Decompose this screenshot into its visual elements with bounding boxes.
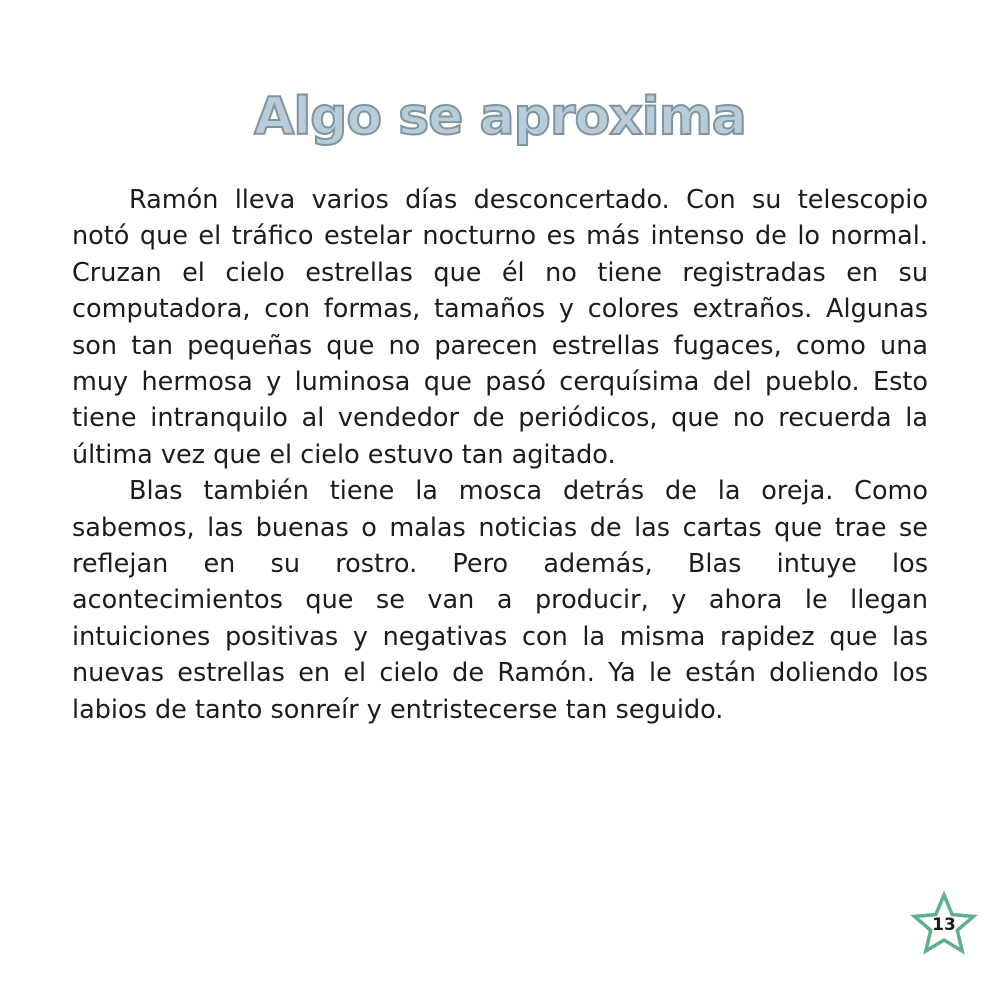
page-title: Algo se aproxima [254, 87, 746, 147]
page-number-badge [910, 890, 978, 958]
paragraph-1: Ramón lleva varios días desconcertado. Con su telescopio notó que el tráfico estelar nocturno es más intenso de lo normal. Cruzan el cielo estrellas que él no tiene registradas en su computadora, con formas, tamaños y colores extraños. Algunas son tan pequeñas que no parecen estrellas fugaces, como una muy hermosa y luminosa que pasó cerquísima del pueblo. Esto tiene intranquilo al vendedor de periódicos, que no recuerda la última vez que el cielo estuvo tan agitado. [72, 185, 928, 470]
paragraph-2: Blas también tiene la mosca detrás de la oreja. Como sabemos, las buenas o malas noticias de las cartas que trae se reflejan en su rostro. Pero además, Blas intuye los acontecimientos que se van a producir, y ahora le llegan intuiciones positivas y negativas con la misma rapidez que las nuevas estrellas en el cielo de Ramón. Ya le están doliendo los labios de tanto sonreír y entristecerse tan seguido. [72, 476, 928, 725]
page-number: 13 [932, 915, 956, 935]
body-text [72, 182, 928, 728]
